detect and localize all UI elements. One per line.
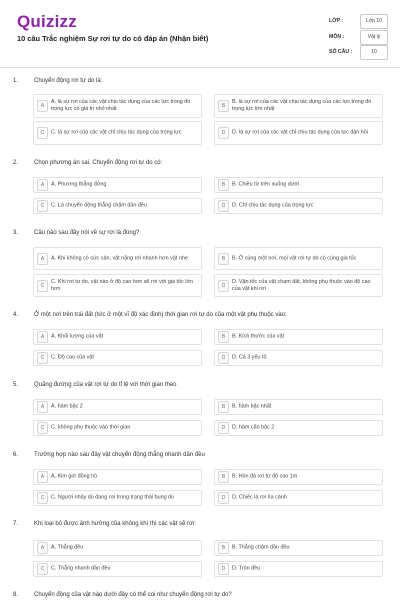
meta-class xyxy=(326,14,388,30)
option-text: D. Tròn đều xyxy=(232,565,261,572)
option-c[interactable] xyxy=(33,121,202,145)
option-letter: A xyxy=(37,471,48,483)
question-text: Chuyển động của vật nào dưới đây có thể coi như chuyển động rơi tự do? xyxy=(34,592,232,598)
option-letter: D xyxy=(218,127,229,139)
option-letter: D xyxy=(218,280,229,292)
question-text: Trường hợp nào sau đây vật chuyển động thẳng nhanh dần đều xyxy=(34,452,205,458)
option-a[interactable] xyxy=(33,469,202,485)
option-text: D. Chỉ chịu tác dụng của trọng lực xyxy=(232,202,314,209)
option-text: D. Vận tốc của vật chạm đất, không phụ thuộc vào độ cao của vật khi rơi xyxy=(232,278,371,292)
option-letter: B xyxy=(218,100,229,112)
question-number: 1. xyxy=(13,78,19,84)
option-letter: A xyxy=(37,100,48,112)
meta-count-field[interactable]: 10 xyxy=(360,45,388,60)
meta-class-field[interactable]: Lớp 10 xyxy=(360,14,388,29)
option-letter: B xyxy=(218,331,229,343)
option-letter: C xyxy=(37,280,48,292)
meta-subject-label: MÔN : xyxy=(329,34,345,40)
question-number: 5. xyxy=(13,382,19,388)
option-letter: B xyxy=(218,253,229,265)
option-text: A. là sự rơi của các vật chịu tác dụng của các lực trong đó trọng lực có giá trị nhỏ nhất xyxy=(51,99,191,112)
option-a[interactable] xyxy=(33,94,202,118)
option-b[interactable] xyxy=(214,399,383,415)
option-letter: A xyxy=(37,179,48,191)
option-a[interactable] xyxy=(33,399,202,415)
option-c[interactable] xyxy=(33,420,202,436)
question-text: Chuyển động rơi tự do là: xyxy=(34,78,103,84)
option-letter: B xyxy=(218,471,229,483)
option-letter: B xyxy=(218,179,229,191)
option-a[interactable] xyxy=(33,177,202,193)
meta-subject xyxy=(326,30,388,46)
option-text: A. Khi không có sức cản, vật nặng rơi nhanh hơn vật nhẹ xyxy=(51,255,188,261)
option-d[interactable] xyxy=(214,198,383,214)
question-number: 2. xyxy=(13,160,19,166)
option-d[interactable] xyxy=(214,274,383,297)
option-letter: D xyxy=(218,422,229,434)
option-letter: B xyxy=(218,542,229,554)
option-d[interactable] xyxy=(214,121,383,145)
option-b[interactable] xyxy=(214,94,383,118)
option-letter: C xyxy=(37,492,48,504)
question-text: Chọn phương án sai. Chuyển động rơi tự do có: xyxy=(34,160,163,166)
option-text: B. Chiều từ trên xuống dưới xyxy=(232,181,300,188)
option-c[interactable] xyxy=(33,350,202,366)
question-number: 6. xyxy=(13,452,19,458)
option-text: A. Phương thẳng đứng xyxy=(51,181,107,188)
option-letter: A xyxy=(37,542,48,554)
option-b[interactable] xyxy=(214,469,383,485)
option-text: A. Khối lượng của vật xyxy=(51,333,104,340)
option-text: C. không phụ thuộc vào thời gian xyxy=(51,424,131,431)
option-letter: B xyxy=(218,401,229,413)
option-text: D. là sự rơi của các vật chỉ chịu tác dụng của lực đàn hồi xyxy=(232,129,369,136)
option-b[interactable] xyxy=(214,177,383,193)
option-letter: D xyxy=(218,200,229,212)
question-number: 7. xyxy=(13,521,19,527)
option-letter: C xyxy=(37,200,48,212)
option-letter: C xyxy=(37,352,48,364)
question-number: 4. xyxy=(13,312,19,318)
option-text: A. Thẳng đều xyxy=(51,544,84,551)
option-text: B. hàm bậc nhất xyxy=(232,403,272,410)
option-c[interactable] xyxy=(33,561,202,577)
question-number: 3. xyxy=(13,230,19,236)
option-text: C. Người nhảy dù đang rơi trong trạng thái bung dù xyxy=(51,494,175,501)
option-text: C. Khi rơi tự do, vật nào ở độ cao hơn sẽ rơi với gia tốc lớn hơn xyxy=(51,278,193,292)
option-letter: A xyxy=(37,331,48,343)
question-text: Khi loại bỏ được ảnh hưởng của không khí thì các vật sẽ rơi: xyxy=(34,521,196,527)
question-number: 8. xyxy=(13,592,19,598)
option-d[interactable] xyxy=(214,490,383,506)
option-c[interactable] xyxy=(33,198,202,214)
option-a[interactable] xyxy=(33,540,202,556)
option-d[interactable] xyxy=(214,350,383,366)
worksheet-header xyxy=(0,0,400,66)
option-letter: A xyxy=(37,401,48,413)
option-letter: D xyxy=(218,563,229,575)
option-text: B. Ở cùng một nơi, mọi vật rơi tự do có cùng gia tốc xyxy=(232,255,357,261)
meta-class-label: LỚP : xyxy=(329,18,344,24)
question-text: Ở một nơi trên trái đất (tức ở một vĩ độ xác định) thời gian rơi tự do của một vật phụ thuộc vào: xyxy=(34,312,287,318)
option-letter: C xyxy=(37,127,48,139)
option-text: D. hàm căn bậc 2 xyxy=(232,424,275,431)
meta-subject-field[interactable]: Vật lý xyxy=(360,30,388,45)
option-b[interactable] xyxy=(214,329,383,345)
option-b[interactable] xyxy=(214,247,383,270)
option-text: B. Kích thước của vật xyxy=(232,333,285,340)
question-text: Câu nào sau đây nói về sự rơi là đúng? xyxy=(34,230,140,236)
question-text: Quãng đường của vật rơi tự do tỉ lệ với thời gian theo xyxy=(34,382,177,388)
meta-count-label: SỐ CÂU : xyxy=(329,49,353,55)
option-text: D. Cả 3 yếu tố xyxy=(232,354,267,361)
option-letter: A xyxy=(37,253,48,265)
option-text: C. Thẳng nhanh dần đều xyxy=(51,565,111,572)
option-text: D. Chiếc lá rơi lìa cành xyxy=(232,494,287,501)
option-text: B. Thẳng chậm dần đều xyxy=(232,544,290,551)
option-a[interactable] xyxy=(33,329,202,345)
header-divider xyxy=(0,67,400,68)
option-text: B. là sự rơi của các vật chịu tác dụng của các lực trong đó trọng lực lớn nhất xyxy=(232,99,372,112)
page-title: 10 câu Trắc nghiệm Sự rơi tự do có đáp án (Nhận biết) xyxy=(17,34,209,43)
option-text: B. Hòn đá rơi từ độ cao 1m xyxy=(232,473,298,480)
option-a[interactable] xyxy=(33,247,202,270)
option-text: C. là sự rơi của các vật chỉ chịu tác dụng của trọng lực xyxy=(51,129,182,136)
option-d[interactable] xyxy=(214,561,383,577)
option-c[interactable] xyxy=(33,490,202,506)
meta-count xyxy=(326,45,388,61)
option-letter: D xyxy=(218,492,229,504)
option-b[interactable] xyxy=(214,540,383,556)
option-text: C. Độ cao của vật xyxy=(51,354,94,361)
option-text: C. Là chuyển động thẳng chậm dần đều xyxy=(51,202,147,209)
option-letter: D xyxy=(218,352,229,364)
quizizz-logo: Quizizz xyxy=(17,12,77,31)
option-letter: C xyxy=(37,563,48,575)
option-letter: C xyxy=(37,422,48,434)
option-d[interactable] xyxy=(214,420,383,436)
option-c[interactable] xyxy=(33,274,202,297)
option-text: A. Kim giờ đồng hồ xyxy=(51,473,98,480)
option-text: A. hàm bậc 2 xyxy=(51,403,83,410)
